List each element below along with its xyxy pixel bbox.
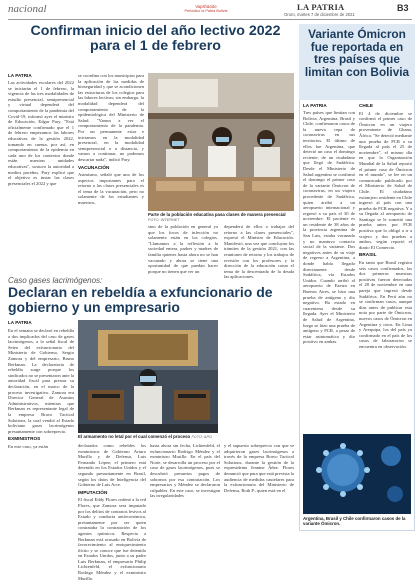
story2-caption-credit: FOTO: APG [191, 435, 212, 439]
story3-col2 [359, 103, 412, 432]
story1-caption-text: Parte de la población educativa pasa clases de manera presencial [148, 212, 286, 217]
story1-caption-credit: FOTO: INTERNET [148, 218, 180, 222]
armament-illustration [78, 320, 218, 433]
story2-col4-text: y el supuesto sobreprecio con que se adquirieron gases lacrimógenos a través de la empresa Bravo Tactical Solutions, durante la gestión de la expresidenta Jeanine Áñez. Flores denunció que para que está prevista la audiencia de medidas cautelares para la exfuncionaria del Ministerio de Defensa, Roth P., quien está en el [224, 443, 294, 493]
section-label: nacional [8, 3, 47, 15]
story1-col2b-text: Asimismo, señaló que uno de los aspectos importantes para el retorno a las clases presenciales es el tema de la vacunación, pero no solamente de los estudiantes y maestros, [78, 172, 144, 206]
story1-col3 [148, 224, 218, 276]
story2-col1 [8, 328, 74, 531]
story2-col2-text: declarados como rebeldes los exministros de Gobierno Arturo Murillo y de Defensa, Luis Fernando López; el primero está detenido en los Estados Unidos y el segundo presuntamente en Brasil, según los datos de Inteligencia del Gobierno de Luis Arce. [78, 443, 146, 488]
story1-col4-text: dependerá de ellos o trabajar del retorno a las clases presenciales", expresó el Ministro de Educación. Manifestó, una vez que concluyan los trámites de la gestión 2021, con las reuniones de retorno y los trabajos de revisión con los profesores y la dirección de la educación como el tema de la descentrada de la deuda las aplicaciones. [224, 224, 294, 280]
story1-col3-text: sino de la población en general ya que los focos de infección no solamente están en los colegios. "Llamamos a la reflexión a la sociedad entera, padres y madres de familia quienes hasta ahora no se han vacunado y ahora se tiene una oportunidad de que puedan hacer porque no tienen que ver un [148, 224, 218, 274]
story2-col3-text: hasta ahora sin fecha, Lichtenfeld, el exfuncionario Rodrigo Méndez y el exministro Murillo. En el país del Norte, se desarrolla un proceso por el caso de gases lacrimógenos, pues se descubrió presuntos pagos de sobornos por esa contratación. Los empresarios y Méndez se declararon culpables. En este caso, se investigan las irregularidades [150, 443, 220, 499]
date-line: Oruro, martes 7 de diciembre de 2021 [284, 12, 355, 17]
story2-headline: Declaran en rebeldía a exfuncionario de gobierno y un empresario [8, 284, 273, 316]
students-classroom-photo [148, 73, 294, 211]
story2-byline: LA PATRIA [8, 320, 32, 325]
sponsor-line-1: Vapsh&ride [195, 4, 217, 9]
virus-illustration [303, 434, 411, 514]
virus-photo [303, 434, 411, 514]
story1-col2-text: se coordina con los municipios para la aplicación de las medidas de bioseguridad y que se acondicionen las estructuras de los colegios para las labores lectivas; sin embargo, la modalidad dependerá del comportamiento de la epidemiológica del Ministerio de Salud. "Vamos a ver el comportamiento de la pandemia. Por un permanente estar e iniciamos en la modalidad presencial, en la modalidad semipresencial o a distancia, y vamos a continuar, no podemos descartar nada", indicó Pary. [78, 73, 144, 162]
sponsor-line-2: Periódico la Patria Bolivia [184, 9, 228, 13]
paper-name: LA PATRIA [297, 2, 345, 12]
story1-byline: LA PATRIA [8, 73, 32, 78]
story2-imp-subhead: IMPUTACIÓN [78, 489, 108, 495]
story2-col3 [150, 443, 220, 531]
story2-col2b-text: El fiscal Eddy Flores ordenó a la red Flores, que Zamora sera imputado por los delitos de contratos lesivos al Estado y conducta antieconómica, presuntamente por ser quien contrataba la contratación de los agentes químicos. Respecto a Berkman está acusado en Bolivia de favorecimiento al enriquecimiento ilícito y se conoce que fue detenido en Estados Unidos, junto a su padre Luis Berkman, el empresario Philip Lichtenfeld, el exfuncionario Rodrigo Méndez y el exministro Murillo. [78, 497, 146, 581]
header-rule [8, 19, 412, 20]
story3-col1-text: Tres países que limitan con Bolivia, Argentina, Brasil y Chile, confirmaron casos de la nueva cepa de coronavirus en sus territorios. El último de ellos fue Argentina, que detectó un caso el domingo reciente, de un ciudadano que llegó de Sudáfrica. Desde el Ministerio de Salud argentino se confirmó el domingo el primer caso de la variante Ómicron de coronavirus, en un viajero procedente de Sudáfrica, quien arribó a un aeropuerto internacional y regresó a su país el 30 de noviembre. El paciente es un residente de 38 años de la provincia argentina de San Luis, estaba vacunado y no mantuvo contacto social de la variante. Dos negativos antes de su viaje de regreso a Argentina, a donde había llegado directamente desde Sudáfrica, vía Estados Unidos. Cuando arribó al aeropuerto de Ezeiza en Buenos Aires, se hizo una prueba de antígeno y dio negativo. Ha estado en cuarentena desde su llegada. Ayer el Ministerio de Salud de Argentina, luego se hizo una prueba de antígeno y PCR, a pesar de estar asintomático y dio positivo en ambas. [303, 110, 355, 345]
page-number: B3 [397, 3, 409, 13]
story1-caption [148, 212, 294, 223]
story2-kicker: Caso gases lacrimógenos: [8, 276, 103, 285]
story2-col4 [224, 320, 294, 531]
sponsor-logo [176, 4, 236, 13]
story1-vac-subhead: VACUNACIÓN [78, 164, 110, 170]
story3-byline: LA PATRIA [303, 103, 327, 108]
story3-col2b-text: En tanto que Brasil registra seis casos confirmados, las dos primeras muestras positivas fueron detectadas el 28 de noviembre en una pareja que ingresó desde Sudáfrica. En Perú aún no se confirman casos, aunque días antes de publicar esta nota por parte de Ómicron, nuevos casos de Ómicron en Argentina y otros. En Lima y Arequipa, los del país ya confirmado en el país de los casos de laboratorios se encuentra en observación. [359, 260, 412, 349]
story2-col2-lower [78, 443, 146, 581]
story1-col4 [224, 224, 294, 280]
story3-col2-text: El 4 de diciembre se confirmó el primer caso de Ómicron en un viajero proveniente de Ghana, África. "Se detectó mediante una prueba de PCR a su llegada al país el 25 de noviembre", el mismo día en que la Organización Mundial de la Salud reportó el primer caso de Ómicron en el mundo", se lee en un comunicado publicado por el Ministerio de Salud de Chile. El ciudadano extranjero residente en Chile ingresó al país con una prueba de PCR negativa. Y a su llegada al aeropuerto de Santiago se le sometió una prueba antes por PCR positiva que lo obligó a ir a viajero y dos pruebas a ambos, según reportó el diario El Comercio. [359, 110, 412, 250]
story1-headline: Confirman inicio del año lectivo 2022 para el 1 de febrero [30, 23, 281, 55]
story1-col2 [78, 73, 144, 276]
tear-gas-armament-photo [78, 320, 218, 433]
story2-col1-text: En el semana se declaró en rebeldía a dos implicados del caso de gases lacrimógenos, a la señal fiscal de Seteo del exfuncionario del Ministerio de Gobierno, Sergio Zamora y del empresario, Bruno Berkman. La declaratoria de rebeldía surge porque los sindicados no se presentaron ante la autoridad fiscal para prestar su declaración, en el marco de la proceso investigativo. Zamora era Director General de Asuntos Administrativos, mientras que Berkman es representante legal de la empresa Bravo Tactical Solutions, la cual vendió al Estado boliviano gases lacrimógenos presuntamente con sobreprecio. [8, 328, 74, 434]
story2-ex-subhead: EXMINISTROS [8, 436, 41, 442]
story3-col1 [303, 110, 355, 432]
story2-caption-text: El armamento no letal por el cual comenzó el proceso [78, 434, 191, 439]
story3-headline: Variante Ómicron fue reportada en tres países que limitan con Bolivia [304, 27, 410, 80]
story2-col1b-text: En este caso, ya están [8, 443, 48, 449]
story3-chile-subhead: CHILE [359, 103, 374, 108]
students-classroom-illustration [148, 73, 294, 211]
story1-col1 [8, 80, 74, 276]
story3-caption: Argentina, Brasil y Chile confirmaron casos de la variante Ómicron. [303, 516, 406, 526]
story1-col1-text: Las actividades escolares del 2022 se iniciarán el 1 de febrero, la vigencia de las tres modalidades de estudio presencial, semipresencial y virtual dependerá del comportamiento de la pandemia del Covid-19, informó ayer el ministro de Educación, Edgar Pary. "Está oficialmente confirmado que el 1 de febrero empezamos las labores educativas de la gestión 2022, tomando en cuenta, por así, en comportamiento de la epidemia en cada uno de los contextos donde están nuestras unidades educativas", sostuvo la autoridad a medios paceños. Pary explicó que el objetivo es instar las clases presenciales el 2022 y que [8, 80, 74, 186]
story3-brasil-subhead: BRASIL [359, 252, 377, 258]
